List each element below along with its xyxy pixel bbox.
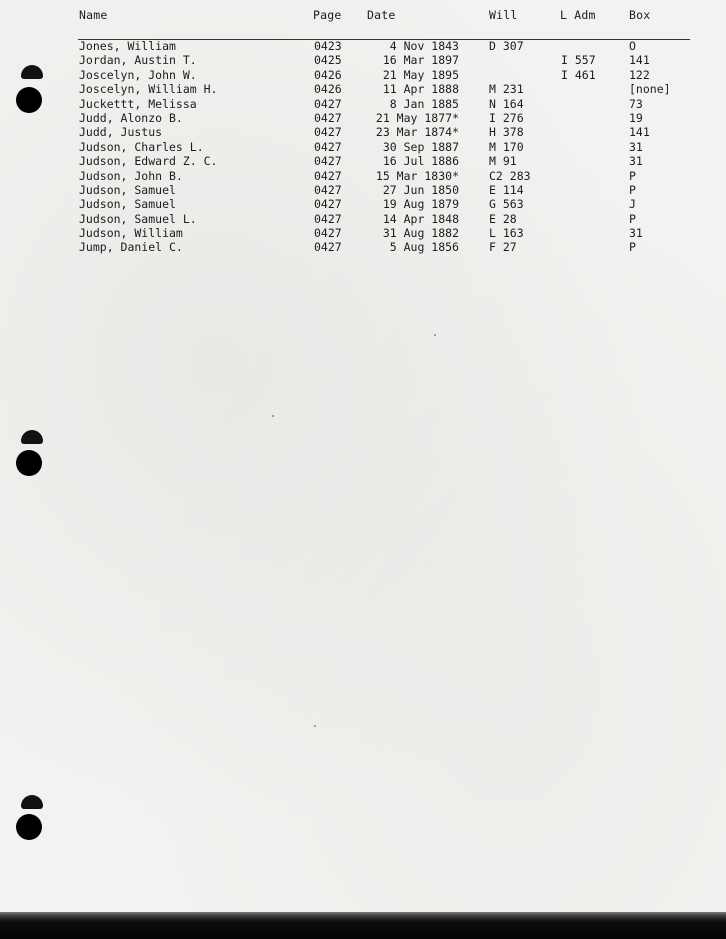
cell-page: 0425 (314, 53, 342, 68)
cell-will: F 27 (489, 240, 517, 255)
cell-date: 4 Nov 1843 (389, 39, 459, 53)
cell-will: I 276 (489, 110, 524, 125)
punch-hole-middle-shadow (21, 430, 43, 444)
header-will: Will (489, 8, 518, 22)
cell-name: Judson, Samuel (79, 197, 176, 212)
cell-will: G 563 (489, 197, 524, 212)
cell-name: Judson, Samuel (79, 182, 176, 197)
cell-name: Joscelyn, John W. (79, 67, 197, 82)
cell-date: 30 Sep 1887 (382, 139, 459, 154)
table-row (0, 212, 726, 226)
cell-page: 0423 (314, 39, 342, 53)
header-page: Page (313, 8, 342, 22)
cell-will: M 231 (489, 82, 524, 97)
table-row (0, 39, 726, 53)
cell-will: H 378 (489, 125, 524, 140)
cell-date: 23 Mar 1874* (375, 125, 459, 140)
cell-name: Judd, Alonzo B. (79, 110, 183, 125)
cell-page: 0427 (314, 211, 342, 226)
cell-date: 11 Apr 1888 (382, 82, 459, 97)
cell-name: Jump, Daniel C. (79, 240, 183, 255)
cell-name: Jones, William (79, 39, 176, 53)
cell-box: 141 (629, 53, 650, 68)
table-row (0, 226, 726, 240)
cell-page: 0426 (314, 82, 342, 97)
cell-page: 0427 (314, 226, 342, 241)
cell-date: 21 May 1895 (382, 67, 459, 82)
cell-page: 0427 (314, 154, 342, 169)
table-row (0, 169, 726, 183)
cell-date: 16 Jul 1886 (382, 154, 459, 169)
cell-will: N 164 (489, 96, 524, 111)
paper-speck (434, 334, 436, 336)
cell-box: P (629, 240, 636, 255)
cell-box: P (629, 211, 636, 226)
table-row (0, 97, 726, 111)
cell-box: O (629, 39, 636, 53)
header-adm: L Adm (560, 8, 596, 22)
cell-will: M 170 (489, 139, 524, 154)
cell-adm: I 557 (561, 53, 596, 68)
cell-box: 122 (629, 67, 650, 82)
cell-date: 31 Aug 1882 (382, 226, 459, 241)
cell-box: 141 (629, 125, 650, 140)
table-row (0, 53, 726, 67)
header-date: Date (367, 8, 396, 22)
cell-will: L 163 (489, 226, 524, 241)
cell-box: P (629, 182, 636, 197)
punch-hole-top (16, 87, 42, 113)
cell-name: Judson, Charles L. (79, 139, 204, 154)
cell-adm: I 461 (561, 67, 596, 82)
cell-will: E 114 (489, 182, 524, 197)
cell-page: 0427 (314, 139, 342, 154)
cell-page: 0426 (314, 67, 342, 82)
cell-date: 19 Aug 1879 (382, 197, 459, 212)
cell-page: 0427 (314, 96, 342, 111)
cell-date: 21 May 1877* (375, 110, 459, 125)
cell-box: [none] (629, 82, 671, 97)
paper-speck (272, 415, 274, 417)
table-row (0, 125, 726, 139)
cell-box: 19 (629, 110, 643, 125)
table-row (0, 197, 726, 211)
cell-box: P (629, 168, 636, 183)
table-row (0, 154, 726, 168)
punch-hole-bottom-shadow (21, 795, 43, 809)
cell-box: 31 (629, 139, 643, 154)
header-box: Box (629, 8, 651, 22)
cell-name: Judson, Samuel L. (79, 211, 197, 226)
table-row (0, 68, 726, 82)
cell-date: 5 Aug 1856 (389, 240, 459, 255)
cell-date: 8 Jan 1885 (389, 96, 459, 111)
table-row (0, 183, 726, 197)
cell-will: D 307 (489, 39, 524, 53)
cell-page: 0427 (314, 110, 342, 125)
cell-date: 16 Mar 1897 (382, 53, 459, 68)
table-row (0, 140, 726, 154)
table-row (0, 240, 726, 254)
cell-name: Juckettt, Melissa (79, 96, 197, 111)
cell-box: J (629, 197, 636, 212)
cell-page: 0427 (314, 125, 342, 140)
cell-box: 31 (629, 226, 643, 241)
cell-date: 15 Mar 1830* (375, 168, 459, 183)
cell-name: Judd, Justus (79, 125, 163, 140)
table-row (0, 82, 726, 96)
cell-page: 0427 (314, 240, 342, 255)
cell-page: 0427 (314, 197, 342, 212)
cell-name: Judson, Edward Z. C. (79, 154, 218, 169)
paper-speck (314, 725, 316, 727)
cell-box: 73 (629, 96, 643, 111)
cell-date: 27 Jun 1850 (382, 182, 459, 197)
cell-page: 0427 (314, 168, 342, 183)
record-table (0, 39, 726, 255)
header-name: Name (79, 8, 108, 22)
punch-hole-middle (16, 450, 42, 476)
scanner-edge (0, 912, 726, 939)
cell-will: E 28 (489, 211, 517, 226)
cell-will: C2 283 (489, 168, 531, 183)
cell-will: M 91 (489, 154, 517, 169)
cell-name: Judson, John B. (79, 168, 183, 183)
cell-date: 14 Apr 1848 (382, 211, 459, 226)
cell-name: Joscelyn, William H. (79, 82, 218, 97)
table-row (0, 111, 726, 125)
punch-hole-bottom (16, 814, 42, 840)
cell-name: Jordan, Austin T. (79, 53, 197, 68)
cell-page: 0427 (314, 182, 342, 197)
cell-box: 31 (629, 154, 643, 169)
cell-name: Judson, William (79, 226, 183, 241)
